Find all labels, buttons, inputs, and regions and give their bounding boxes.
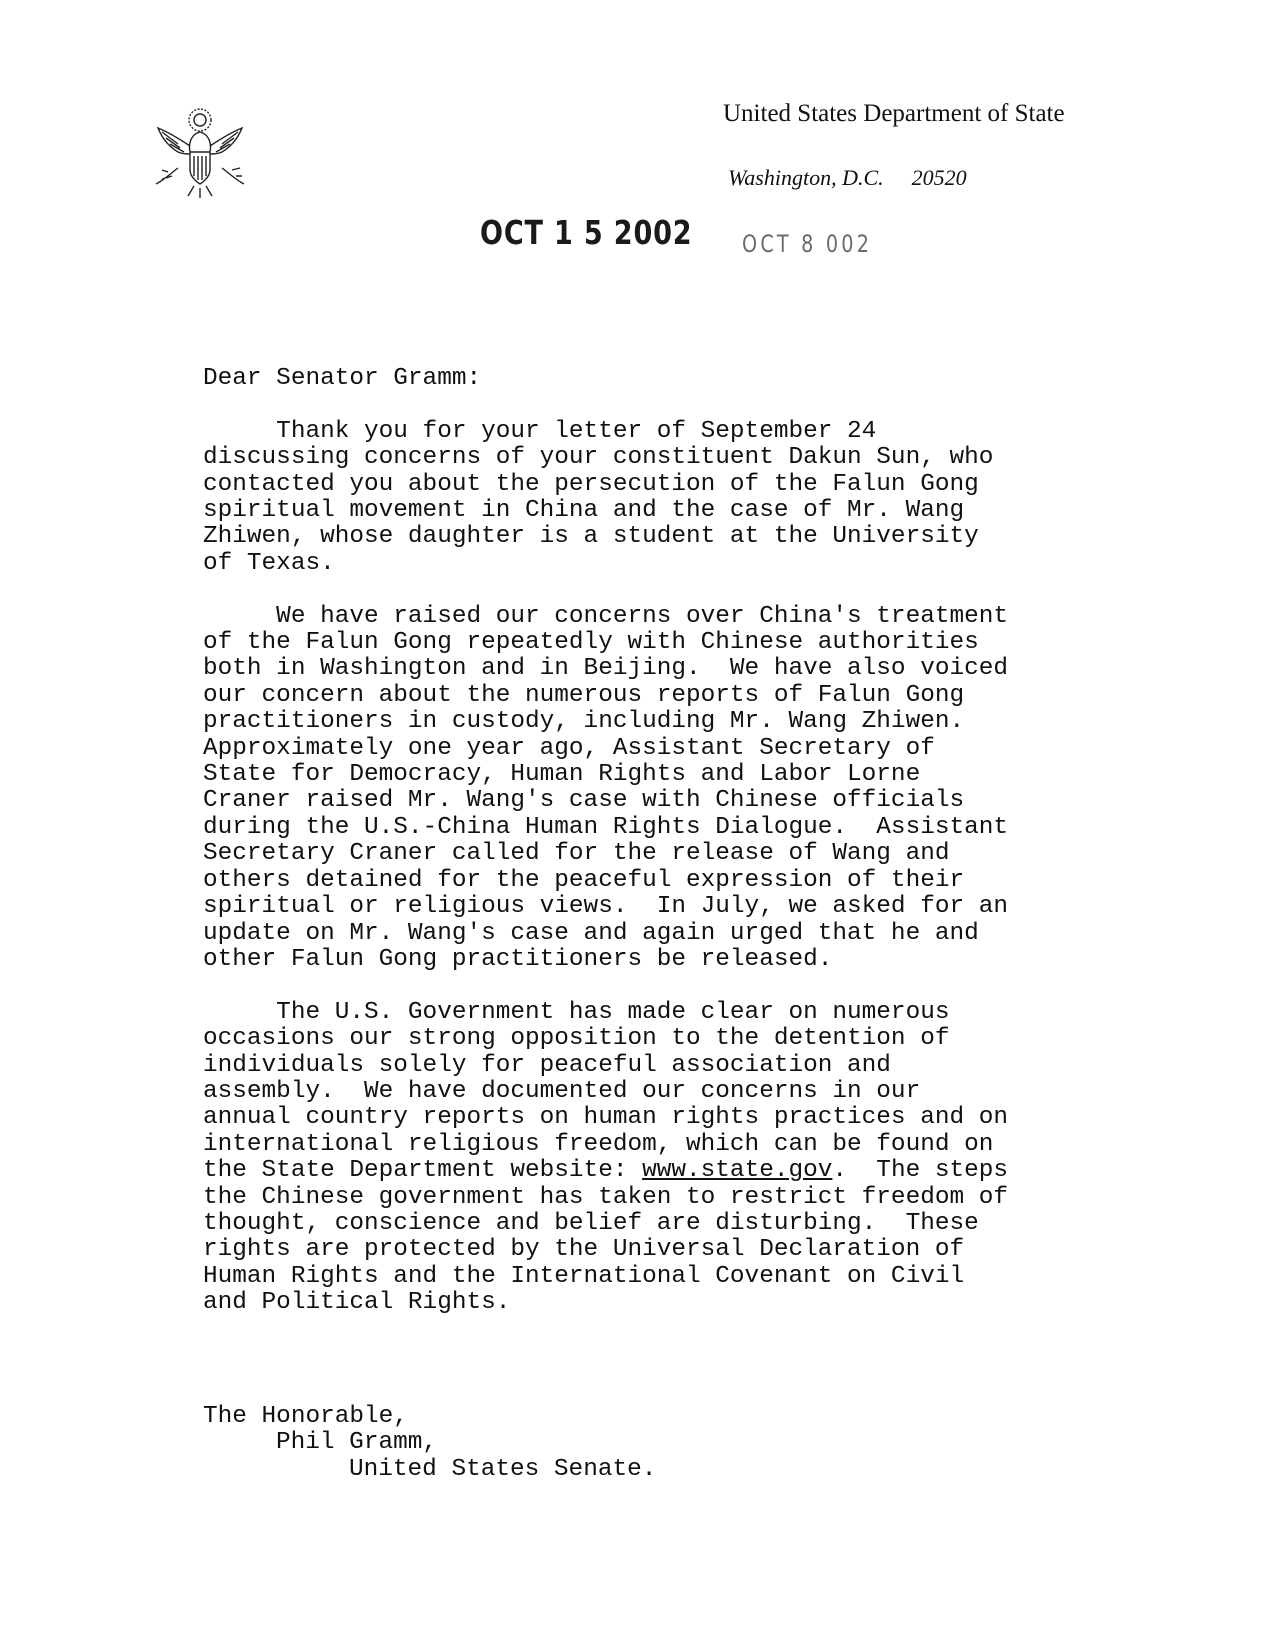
text-line: discussing concerns of your constituent Dakun Sun, who (203, 444, 994, 472)
city-name: Washington, D.C. (728, 165, 884, 190)
zip-code: 20520 (911, 165, 967, 190)
text-line: We have raised our concerns over China's treatment (203, 602, 1009, 630)
letter-date-stamp: OCT 8 002 (742, 230, 873, 258)
text-line: annual country reports on human rights practices and on (203, 1104, 1009, 1132)
text-line: spiritual movement in China and the case of Mr. Wang (203, 497, 965, 525)
great-seal-icon (148, 98, 252, 202)
text-line: occasions our strong opposition to the detention of (203, 1025, 950, 1053)
text-line: other Falun Gong practitioners be released. (203, 945, 833, 973)
text-line: and Political Rights. (203, 1289, 511, 1317)
website-line: the State Department website: www.state.gov. The steps (203, 1157, 1009, 1185)
text-line: of Texas. (203, 549, 335, 577)
text-line: practitioners in custody, including Mr. Wang Zhiwen. (203, 708, 965, 736)
salutation: Dear Senator Gramm: (203, 365, 482, 392)
text-line: during the U.S.-China Human Rights Dialogue. Assistant (203, 813, 1009, 841)
text-line: rights are protected by the Universal Declaration of (203, 1236, 965, 1264)
text-line: of the Falun Gong repeatedly with Chinese authorities (203, 629, 979, 657)
text-line: Secretary Craner called for the release of Wang and (203, 840, 950, 868)
text-line: State for Democracy, Human Rights and Labor Lorne (203, 761, 921, 789)
closing-line-2: Phil Gramm, (276, 1429, 438, 1457)
closing-line-3: United States Senate. (349, 1455, 657, 1483)
text-line: Approximately one year ago, Assistant Secretary of (203, 734, 935, 762)
paragraph-2 (203, 604, 1103, 974)
closing-line-1: The Honorable, (203, 1403, 408, 1430)
text-line: Human Rights and the International Covenant on Civil (203, 1262, 965, 1290)
text-line: Craner raised Mr. Wang's case with Chinese officials (203, 787, 965, 815)
text-line: The U.S. Government has made clear on numerous (203, 998, 950, 1026)
website-link[interactable]: www.state.gov (642, 1157, 833, 1185)
paragraph-3 (203, 1000, 1103, 1317)
text-line: contacted you about the persecution of the Falun Gong (203, 470, 979, 498)
text-line: the Chinese government has taken to restrict freedom of (203, 1183, 1009, 1211)
text-line: update on Mr. Wang's case and again urged that he and (203, 919, 979, 947)
text-line: Zhiwen, whose daughter is a student at the University (203, 523, 979, 551)
text-line: individuals solely for peaceful association and (203, 1051, 891, 1079)
address-line (728, 165, 967, 191)
text-line: Thank you for your letter of September 24 (203, 417, 877, 445)
paragraph-1 (203, 419, 1103, 577)
letter-body (203, 366, 1103, 1343)
text-line: our concern about the numerous reports of Falun Gong (203, 681, 965, 709)
text-line: assembly. We have documented our concerns in our (203, 1077, 921, 1105)
text-line: thought, conscience and belief are disturbing. These (203, 1209, 979, 1237)
text-line: international religious freedom, which can be found on (203, 1130, 994, 1158)
received-date-stamp: OCT 1 5 2002 (480, 213, 693, 252)
department-name: United States Department of State (723, 100, 1065, 127)
text-line: both in Washington and in Beijing. We have also voiced (203, 655, 1009, 683)
text-line: spiritual or religious views. In July, we asked for an (203, 893, 1009, 921)
text-line: others detained for the peaceful expression of their (203, 866, 965, 894)
closing-block (203, 1404, 656, 1483)
